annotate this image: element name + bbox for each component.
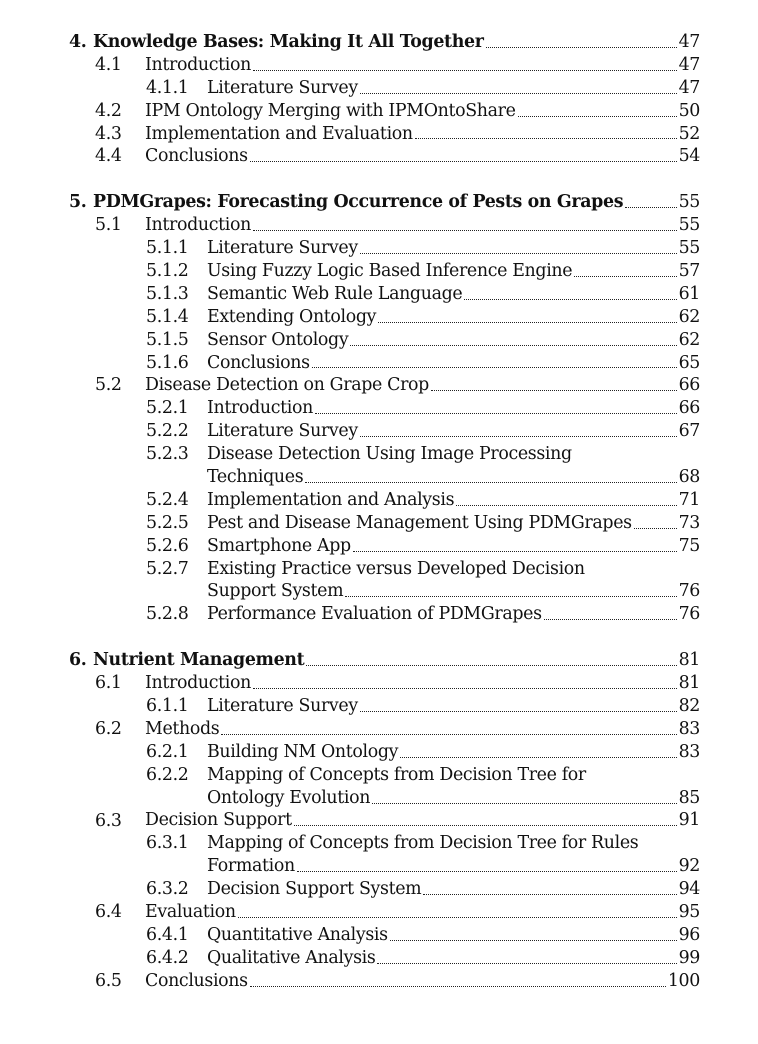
entry-number: 5.2.1 (146, 398, 189, 419)
toc-subsection-entry[interactable] (0, 741, 758, 764)
dot-leader-row (145, 100, 700, 123)
page-number: 83 (678, 741, 700, 762)
entry-title: Literature Survey (207, 238, 358, 259)
dot-leader (360, 711, 677, 712)
entry-number: 6.5 (95, 970, 122, 991)
dot-leader-row (145, 672, 700, 695)
toc-chapter-entry[interactable] (0, 649, 758, 672)
page-number: 94 (678, 879, 700, 900)
entry-number: 5.2.7 (146, 558, 189, 579)
dot-leader (345, 596, 676, 597)
dot-leader-row (207, 329, 700, 352)
toc-subsection-entry[interactable] (0, 77, 758, 100)
entry-title: Mapping of Concepts from Decision Tree for (207, 764, 586, 785)
page-number: 54 (678, 146, 700, 167)
page-number: 52 (678, 123, 700, 144)
dot-leader (253, 70, 677, 71)
entry-title: Introduction (207, 398, 313, 419)
toc-subsection-entry[interactable] (0, 947, 758, 970)
toc-subsection-entry[interactable] (0, 489, 758, 512)
toc-section-entry[interactable] (0, 718, 758, 741)
entry-number: 5.1.3 (146, 283, 189, 304)
entry-title: Introduction (145, 215, 251, 236)
page-number: 96 (678, 924, 700, 945)
dot-leader (221, 734, 676, 735)
entry-number: 5.1.4 (146, 306, 189, 327)
entry-title-continuation: Techniques (207, 467, 304, 488)
entry-title: Using Fuzzy Logic Based Inference Engine (207, 261, 573, 281)
dot-leader (305, 482, 676, 483)
toc-subsection-entry[interactable] (0, 283, 758, 306)
entry-title: Performance Evaluation of PDMGrapes (207, 604, 542, 625)
entry-number: 5.2.5 (146, 512, 189, 533)
toc-subsection-entry[interactable] (0, 764, 758, 787)
page-number: 47 (678, 31, 700, 52)
page-number: 92 (678, 856, 700, 877)
dot-leader-row (93, 191, 700, 214)
entry-title-continuation: Support System (207, 581, 344, 602)
toc-subsection-entry[interactable] (0, 443, 758, 466)
dot-leader-row (207, 397, 700, 420)
entry-number: 6.2.2 (146, 764, 189, 785)
entry-number: 5.1.6 (146, 352, 189, 373)
toc-entry-continuation[interactable] (0, 580, 758, 603)
page-number: 81 (678, 650, 700, 671)
dot-leader-row (207, 466, 700, 489)
entry-title: Qualitative Analysis (207, 947, 376, 968)
entry-number: 5.2.6 (146, 535, 189, 556)
entry-title: Implementation and Analysis (207, 489, 455, 510)
toc-entry-continuation[interactable] (0, 466, 758, 489)
dot-leader-row (207, 535, 700, 558)
entry-number: 6.1 (95, 673, 122, 694)
entry-number: 4.3 (95, 123, 122, 144)
dot-leader-row (145, 901, 700, 924)
dot-leader (315, 413, 677, 414)
toc-section-entry[interactable] (0, 374, 758, 397)
dot-leader-row (93, 649, 700, 672)
toc-subsection-entry[interactable] (0, 306, 758, 329)
dot-leader (312, 367, 677, 368)
page-number: 100 (667, 970, 700, 991)
toc-section-entry[interactable] (0, 145, 758, 168)
entry-title: Evaluation (145, 902, 236, 923)
dot-leader (360, 253, 677, 254)
entry-number: 4.4 (95, 146, 122, 167)
toc-section-entry[interactable] (0, 810, 758, 833)
dot-leader-row (207, 741, 700, 764)
page-number: 81 (678, 673, 700, 694)
dot-leader (400, 757, 676, 758)
entry-title: Decision Support System (207, 879, 422, 900)
dot-leader-row (93, 31, 700, 54)
entry-title: Conclusions (207, 352, 310, 373)
page-number: 55 (678, 215, 700, 236)
toc-subsection-entry[interactable] (0, 695, 758, 718)
dot-leader-row (207, 512, 700, 535)
entry-title: Sensor Ontology (207, 329, 349, 350)
page-number: 76 (678, 581, 700, 602)
entry-number: 6.1.1 (146, 696, 189, 717)
dot-leader-row (207, 283, 700, 306)
entry-number: 5.1 (95, 215, 122, 236)
toc-section-entry[interactable] (0, 100, 758, 123)
entry-number: 6.3.2 (146, 879, 189, 900)
entry-title: IPM Ontology Merging with IPMOntoShare (145, 100, 516, 121)
dot-leader-row (207, 420, 700, 443)
dot-leader (415, 138, 677, 139)
dot-leader (306, 665, 676, 666)
entry-number: 5. (69, 192, 87, 213)
toc-section-entry[interactable] (0, 672, 758, 695)
entry-title: Building NM Ontology (207, 741, 399, 762)
dot-leader (574, 276, 676, 277)
entry-title: Nutrient Management (93, 650, 305, 671)
entry-title: Conclusions (145, 146, 248, 167)
toc-entry-continuation[interactable] (0, 855, 758, 878)
section-spacer (0, 626, 758, 649)
toc-section-entry[interactable] (0, 970, 758, 993)
dot-leader (378, 322, 676, 323)
dot-leader-row (207, 580, 700, 603)
dot-leader-row (207, 306, 700, 329)
toc-section-entry[interactable] (0, 54, 758, 77)
page-number: 73 (678, 512, 700, 533)
dot-leader-row (207, 489, 700, 512)
entry-number: 4.1 (95, 54, 122, 75)
toc-chapter-entry[interactable] (0, 31, 758, 54)
dot-leader-row (207, 878, 700, 901)
entry-number: 6.4 (95, 902, 122, 923)
dot-leader-row (207, 260, 700, 283)
dot-leader (297, 871, 677, 872)
dot-leader (625, 207, 676, 208)
page-number: 47 (678, 54, 700, 75)
page-number: 83 (678, 718, 700, 739)
page-number: 71 (678, 489, 700, 510)
page-number: 68 (678, 467, 700, 488)
entry-title: Introduction (145, 673, 251, 694)
entry-title: Knowledge Bases: Making It All Together (93, 31, 484, 52)
dot-leader (431, 390, 677, 391)
page-number: 95 (678, 902, 700, 923)
toc-section-entry[interactable] (0, 901, 758, 924)
dot-leader (544, 619, 677, 620)
entry-number: 6.4.1 (146, 924, 189, 945)
entry-title: PDMGrapes: Forecasting Occurrence of Pests on Grapes (93, 192, 624, 213)
entry-number: 5.2.2 (146, 421, 189, 442)
toc-subsection-entry[interactable] (0, 878, 758, 901)
toc-subsection-entry[interactable] (0, 603, 758, 626)
dot-leader-row (145, 718, 700, 741)
dot-leader-row (145, 214, 700, 237)
page-number: 76 (678, 604, 700, 625)
toc-section-entry[interactable] (0, 123, 758, 146)
toc-subsection-entry[interactable] (0, 535, 758, 558)
dot-leader (350, 345, 676, 346)
page-number: 91 (678, 810, 700, 831)
toc-section-entry[interactable] (0, 214, 758, 237)
page-number: 82 (678, 696, 700, 717)
section-spacer (0, 168, 758, 191)
entry-title-continuation: Formation (207, 856, 295, 877)
toc-subsection-entry[interactable] (0, 397, 758, 420)
dot-leader-row (145, 970, 700, 993)
toc-subsection-entry[interactable] (0, 512, 758, 535)
dot-leader (634, 528, 677, 529)
entry-title: Conclusions (145, 970, 248, 991)
dot-leader (518, 116, 677, 117)
toc-subsection-entry[interactable] (0, 558, 758, 581)
toc-entry-continuation[interactable] (0, 787, 758, 810)
dot-leader-row (145, 810, 700, 833)
entry-number: 6.4.2 (146, 947, 189, 968)
dot-leader-row (207, 352, 700, 375)
page-number: 99 (678, 947, 700, 968)
toc-subsection-entry[interactable] (0, 329, 758, 352)
table-of-contents (0, 31, 758, 993)
toc-subsection-entry[interactable] (0, 352, 758, 375)
dot-leader (360, 93, 677, 94)
entry-title: Literature Survey (207, 421, 358, 442)
dot-leader (456, 505, 676, 506)
page-number: 57 (678, 261, 700, 281)
entry-title: Methods (145, 718, 220, 739)
entry-number: 5.2 (95, 375, 122, 396)
dot-leader (423, 894, 676, 895)
entry-title: Extending Ontology (207, 306, 377, 327)
entry-number: 6.3 (95, 810, 122, 831)
page-number: 66 (678, 398, 700, 419)
dot-leader (360, 436, 677, 437)
dot-leader-row (207, 603, 700, 626)
page-number: 47 (678, 77, 700, 98)
entry-title: Disease Detection Using Image Processing (207, 444, 572, 465)
entry-number: 6.3.1 (146, 833, 189, 854)
toc-subsection-entry[interactable] (0, 832, 758, 855)
dot-leader (486, 47, 677, 48)
dot-leader (238, 917, 677, 918)
page-number: 55 (678, 238, 700, 259)
entry-title: Decision Support (145, 810, 292, 831)
entry-number: 5.2.3 (146, 444, 189, 465)
dot-leader-row (207, 77, 700, 100)
entry-number: 5.1.1 (146, 238, 189, 259)
toc-subsection-entry[interactable] (0, 237, 758, 260)
page-number: 67 (678, 421, 700, 442)
dot-leader (464, 299, 676, 300)
page-number: 75 (678, 535, 700, 556)
entry-title: Smartphone App (207, 535, 351, 556)
entry-title: Literature Survey (207, 696, 358, 717)
dot-leader-row (207, 924, 700, 947)
page-number: 61 (678, 283, 700, 304)
entry-number: 6.2 (95, 718, 122, 739)
entry-number: 4.2 (95, 100, 122, 121)
entry-title: Implementation and Evaluation (145, 123, 413, 144)
toc-subsection-entry[interactable] (0, 260, 758, 283)
entry-number: 4. (69, 32, 87, 52)
page-number: 55 (678, 192, 700, 213)
dot-leader-row (207, 855, 700, 878)
entry-number: 5.1.5 (146, 329, 189, 350)
entry-number: 5.1.2 (146, 261, 189, 282)
entry-title: Existing Practice versus Developed Decision (207, 558, 585, 579)
dot-leader-row (145, 374, 700, 397)
dot-leader (377, 963, 676, 964)
entry-title: Mapping of Concepts from Decision Tree for Rules (207, 833, 639, 854)
entry-title-continuation: Ontology Evolution (207, 787, 371, 808)
page-number: 50 (678, 100, 700, 121)
entry-number: 5.2.4 (146, 489, 189, 510)
entry-number: 5.2.8 (146, 604, 189, 625)
dot-leader-row (145, 123, 700, 146)
dot-leader-row (207, 237, 700, 260)
entry-title: Pest and Disease Management Using PDMGrapes (207, 512, 632, 533)
page-number: 62 (678, 329, 700, 350)
entry-number: 6. (69, 650, 87, 671)
page-number: 62 (678, 306, 700, 327)
dot-leader (250, 161, 677, 162)
entry-title: Introduction (145, 54, 251, 75)
entry-title: Semantic Web Rule Language (207, 283, 463, 304)
toc-subsection-entry[interactable] (0, 420, 758, 443)
dot-leader (390, 940, 677, 941)
entry-title: Quantitative Analysis (207, 924, 388, 945)
dot-leader-row (145, 145, 700, 168)
page-number: 65 (678, 352, 700, 373)
dot-leader (250, 986, 666, 987)
entry-number: 4.1.1 (146, 77, 189, 98)
toc-subsection-entry[interactable] (0, 924, 758, 947)
dot-leader (294, 825, 677, 826)
entry-number: 6.2.1 (146, 741, 189, 762)
toc-chapter-entry[interactable] (0, 191, 758, 214)
entry-title: Disease Detection on Grape Crop (145, 375, 429, 396)
dot-leader (253, 688, 677, 689)
page-number: 85 (678, 787, 700, 808)
dot-leader-row (207, 787, 700, 810)
dot-leader (353, 551, 677, 552)
dot-leader-row (207, 947, 700, 970)
dot-leader-row (145, 54, 700, 77)
page-number: 66 (678, 375, 700, 396)
dot-leader (372, 803, 676, 804)
entry-title: Literature Survey (207, 77, 358, 98)
dot-leader-row (207, 695, 700, 718)
dot-leader (253, 230, 677, 231)
